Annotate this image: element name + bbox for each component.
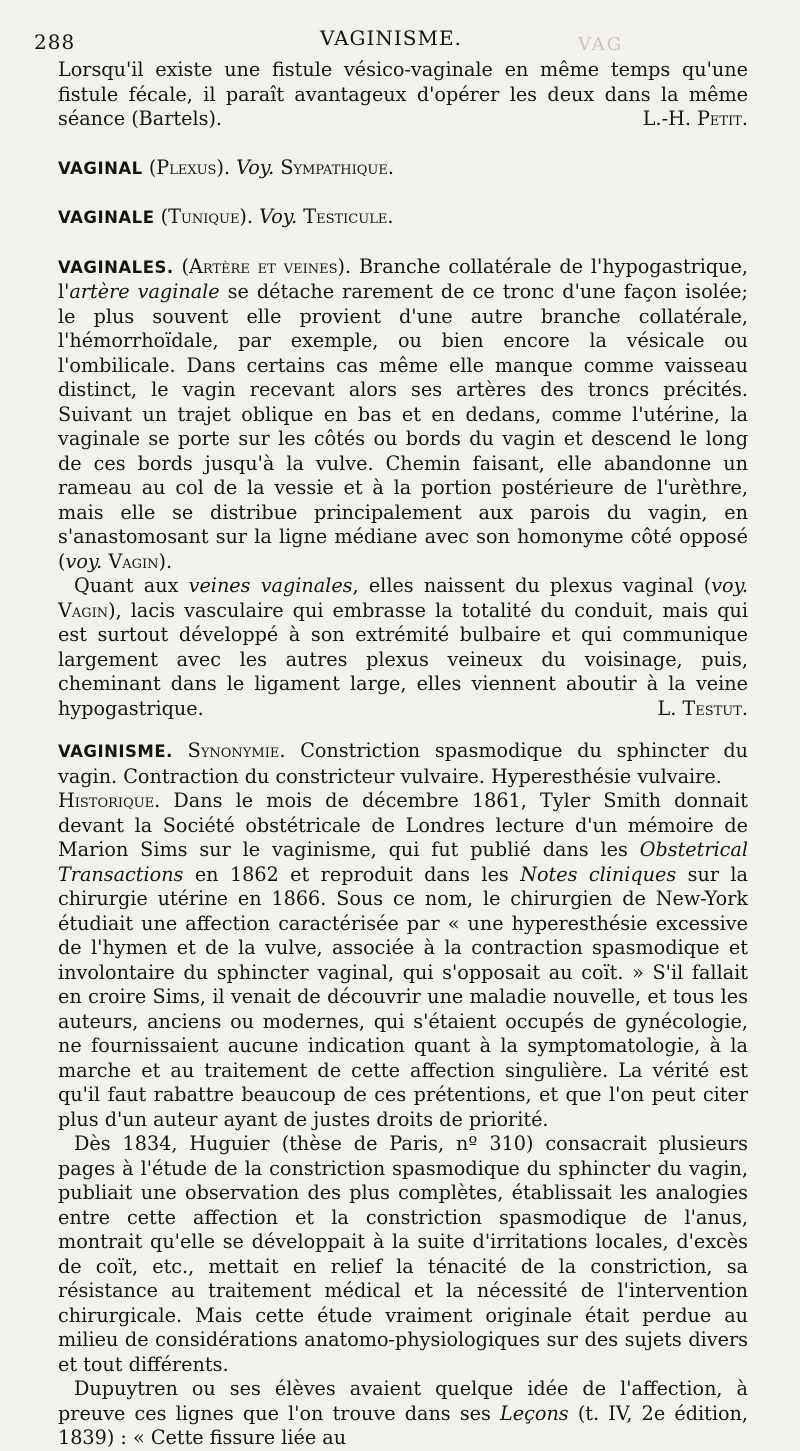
vaginales-text-c: artère vaginale — [69, 280, 220, 303]
vaginales-text-b: l' — [58, 280, 70, 303]
page-header — [34, 26, 748, 58]
vaginales-ref-2: Vagin — [58, 598, 109, 622]
entry-vaginale-paren: (Tunique). — [160, 205, 254, 228]
vaginales-p2-c: , elles naissent du plexus vaginal ( — [352, 574, 712, 597]
entry-vaginales-p2 — [58, 574, 748, 721]
entry-vaginale-voy: Voy. — [259, 205, 298, 228]
vaginales-text-a: Branche collatérale de l'hypogastrique, — [358, 254, 748, 278]
historique-label: Historique. — [58, 789, 161, 812]
entry-vaginal-paren: (Plexus). — [148, 155, 231, 179]
entry-vaginisme-head: VAGINISME. — [58, 742, 173, 761]
entry-vaginale-target: Testicule. — [303, 205, 394, 228]
huguier-paragraph — [58, 1132, 748, 1377]
entry-vaginal-voy: Voy. — [236, 155, 275, 179]
entry-vaginales-head: VAGINALES. — [58, 257, 174, 277]
dupuytren-c: (t. IV, 2e édition, 1839) : « Cette fissure liée au — [58, 1401, 748, 1449]
vaginales-p2-d: ), lacis vasculaire qui embrasse la totalité du conduit, mais qui est surtout développé à son extrémité bulbaire et qui communique largement avec les autres plexus veineux du voisinage, puis, cheminant dans le ligament large, elles viennent aboutir à la veine hypogastrique. — [58, 598, 748, 720]
vaginales-p2-a: Quant aux — [74, 574, 189, 597]
intro-text: Lorsqu'il existe une fistule vésico-vaginale en même temps qu'une fistule fécale, il paraît avantageux d'opérer les deux dans la même séance (Bartels). — [58, 58, 748, 130]
entry-vaginale-head: VAGINALE — [58, 208, 155, 227]
historique-c: en 1862 et reproduit dans les — [183, 862, 521, 886]
running-title: VAGINISME. — [320, 26, 462, 50]
bleed-through-text: VAG — [578, 34, 624, 55]
entry-vaginales-paren: (Artère et veines). — [181, 254, 352, 278]
vaginisme-synonymie-label: Synonymie. — [187, 739, 286, 762]
entry-vaginal-head: VAGINAL — [58, 158, 143, 178]
vaginales-text-d: se détache rarement de ce tronc d'une façon isolée; le plus souvent elle provient d'une autre branche collatérale, l'hémorrhoïdale, par exemple, ou bien encore la vésicale ou l'ombilicale. Dans certains cas même elle manque comme vaisseau distinct, le vagin recevant alors ses artères des troncs précités. Suivant un trajet oblique en bas et en dedans, comme l'utérine, la vaginale se porte sur les côtés ou bords du vagin et descend le long de ces bords jusqu'à la vulve. Chemin faisant, elle abandonne un rameau au col de la vessie et à la portion postérieure de l'urèthre, mais elle se distribue principalement aux parois du vagin, en s'anastomosant sur la ligne médiane avec son homonyme côté opposé ( — [58, 280, 748, 573]
vaginales-signature: L. Testut. — [657, 696, 748, 720]
intro-paragraph — [58, 58, 748, 132]
intro-signature: L.-H. Petit. — [642, 107, 748, 130]
entry-vaginal — [58, 156, 748, 182]
dupuytren-b: Leçons — [500, 1401, 569, 1425]
vaginales-p2-b: veines vaginales — [188, 574, 353, 597]
dupuytren-a: Dupuytren ou ses élèves avaient quelque idée de l'affection, à preuve ces lignes que l'on trouve dans ses — [58, 1377, 748, 1425]
vaginisme-synonymie-text: Constriction spasmodique du sphincter du vagin. Contraction du constricteur vulvaire. Hyperesthésie vulvaire. — [58, 739, 748, 788]
historique-paragraph — [58, 789, 748, 1132]
vaginales-voy-2: voy. — [711, 574, 748, 597]
entry-vaginale — [58, 205, 748, 231]
dupuytren-paragraph — [58, 1377, 748, 1451]
historique-e: sur la chirurgie utérine en 1866. Sous ce nom, le chirurgien de New-York étudiait une affection caractérisée par « une hyperesthésie excessive de l'hymen et de la vulve, associée à la contraction spasmodique et involontaire du sphincter vaginal, qui s'opposait au coït. » S'il fallait en croire Sims, il venait de découvrir une maladie nouvelle, et tous les auteurs, anciens ou modernes, qui s'étaient occupés de gynécologie, ne fournissaient aucune indication quant à la symptomatologie, à la marche et au traitement de cette affection singulière. La vérité est qu'il faut rabattre beaucoup de ces prétentions, et que l'on peut citer plus d'un auteur ayant de justes droits de priorité. — [58, 862, 748, 1131]
historique-b: Obstetrical Transactions — [58, 838, 748, 886]
vaginales-ref-1: Vagin — [108, 549, 159, 573]
vaginales-text-end: ). — [158, 549, 173, 573]
entry-vaginales-p1 — [58, 255, 748, 575]
entry-vaginal-target: Sympathique. — [280, 155, 394, 179]
huguier-text: Dès 1834, Huguier (thèse de Paris, nº 310) consacrait plusieurs pages à l'étude de la constriction spasmodique du sphincter du vagin, publiait une observation des plus complètes, établissait les analogies entre cette affection et la constriction spasmodique de l'anus, montrait qu'elle se développait à la suite d'irritations locales, d'excès de coït, etc., mettait en relief la ténacité de la constriction, sa résistance au traitement médical et la nécessité de l'intervention chirurgicale. Mais cette étude vraiment originale était perdue au milieu de considérations anatomo-physiologiques sur des sujets divers et tout différents. — [58, 1132, 748, 1376]
vaginales-voy-1: voy. — [65, 549, 103, 573]
entry-vaginisme — [58, 739, 748, 789]
historique-d: Notes cliniques — [520, 862, 677, 886]
historique-a: Dans le mois de décembre 1861, Tyler Smith donnait devant la Société obstétricale de Londres lecture d'un mémoire de Marion Sims sur le vaginisme, qui fut publié dans les — [58, 789, 748, 861]
page-number: 288 — [34, 30, 76, 54]
